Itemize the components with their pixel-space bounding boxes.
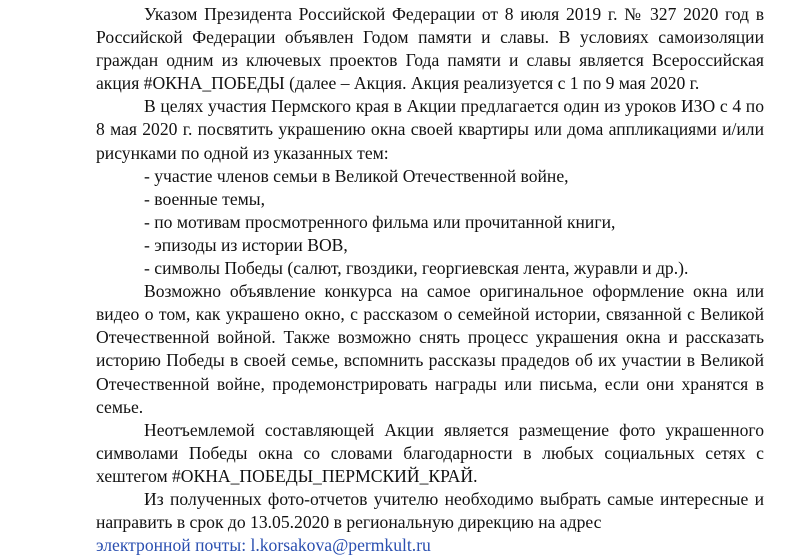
paragraph-contest: Возможно объявление конкурса на самое оригинальное оформление окна или видео о том, как украшено окно, с рассказом о семейной истории, связанной с Великой Отечественной войной. Также возможно снять процесс украшения окна и рассказать историю Победы в своей семье, вспомнить рассказы прадедов об их участии в Великой Отечественной войне, продемонстрировать награды или письма, если они хранятся в семье. [96,281,764,417]
list-item: - участие членов семьи в Великой Отечественной войне, [144,165,569,186]
list-item: - военные темы, [144,188,265,209]
list-item: - эпизоды из истории ВОВ, [144,234,348,255]
paragraph-reports: Из полученных фото-отчетов учителю необходимо выбрать самые интересные и направить в срок до 13.05.2020 в региональную дирекцию на адрес [96,488,764,533]
email-line: электронной почты: l.korsakova@permkult.ru [96,535,431,556]
paragraph-decree: Указом Президента Российской Федерации от 8 июля 2019 г. № 327 2020 год в Российской Федерации объявлен Годом памяти и славы. В условиях самоизоляции граждан одним из ключевых проектов Года памяти и славы является Всероссийская акция #ОКНА_ПОБЕДЫ (далее – Акция. Акция реализуется с 1 по 9 мая 2020 г. [96,4,764,94]
paragraph-hashtag: Неотъемлемой составляющей Акции является размещение фото украшенного символами Победы окна со словами благодарности в любых социальных сетях с хештегом #ОКНА_ПОБЕДЫ_ПЕРМСКИЙ_КРАЙ. [96,419,764,486]
paragraph-perm-region: В целях участия Пермского края в Акции предлагается один из уроков ИЗО с 4 по 8 мая 2020 г. посвятить украшению окна своей квартиры или дома аппликациями и/или рисунками по одной из указанных тем: [96,96,764,163]
list-item: - по мотивам просмотренного фильма или прочитанной книги, [144,211,616,232]
list-item: - символы Победы (салют, гвоздики, георгиевская лента, журавли и др.). [144,258,689,279]
document-body [96,3,764,557]
